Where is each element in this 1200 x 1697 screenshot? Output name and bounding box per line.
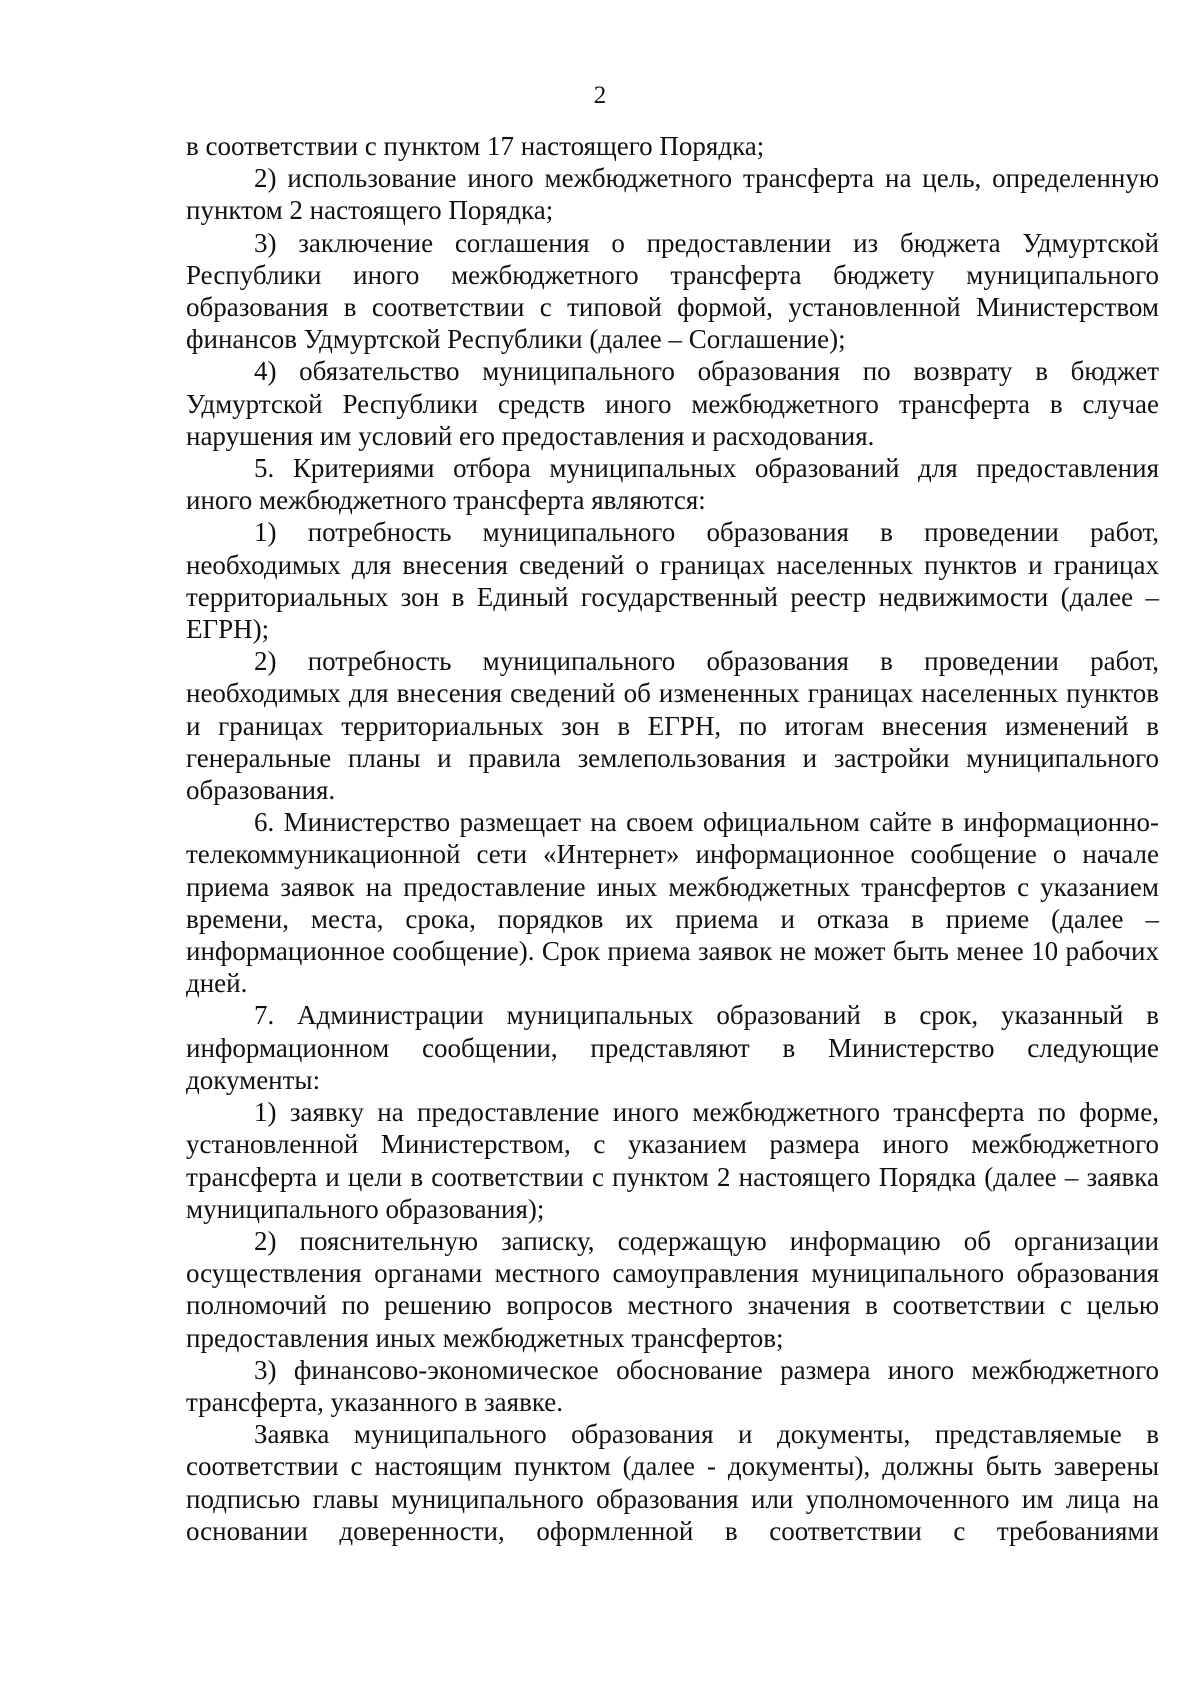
paragraph: 1) заявку на предоставление иного межбюджетного трансферта по форме, установленной Министерством, с указанием размера иного межбюджетного трансферта и цели в соответствии с пунктом 2 настоящего Порядка (далее – заявка муниципального образования); bbox=[186, 1097, 1159, 1224]
paragraph: 2) использование иного межбюджетного трансферта на цель, определенную пунктом 2 настоящего Порядка; bbox=[186, 163, 1159, 226]
paragraph: 3) финансово-экономическое обоснование размера иного межбюджетного трансферта, указанного в заявке. bbox=[186, 1354, 1159, 1417]
paragraph: в соответствии с пунктом 17 настоящего Порядка; bbox=[186, 131, 765, 161]
paragraph: 2) потребность муниципального образования в проведении работ, необходимых для внесения сведений об измененных границах населенных пунктов и границах территориальных зон в ЕГРН, по итогам внесения изменений в генеральные планы и правила землепользования и застройки муниципального образования. bbox=[186, 646, 1159, 806]
paragraph: 1) потребность муниципального образования в проведении работ, необходимых для внесения сведений о границах населенных пунктов и границах территориальных зон в Единый государственный реестр недвижимости (далее – ЕГРН); bbox=[186, 517, 1159, 645]
paragraph: 4) обязательство муниципального образования по возврату в бюджет Удмуртской Республики средств иного межбюджетного трансферта в случае нарушения им условий его предоставления и расходования. bbox=[186, 356, 1159, 451]
paragraph: 7. Администрации муниципальных образований в срок, указанный в информационном сообщении, представляют в Министерство следующие документы: bbox=[186, 1000, 1159, 1095]
paragraph: 5. Критериями отбора муниципальных образований для предоставления иного межбюджетного трансферта являются: bbox=[186, 453, 1159, 516]
paragraph: 6. Министерство размещает на своем официальном сайте в информационно-телекоммуникационной сети «Интернет» информационное сообщение о начале приема заявок на предоставление иных межбюджетных трансфертов с указанием времени, места, срока, порядков их приема и отказа в приеме (далее – информационное сообщение). Срок приема заявок не может быть менее 10 рабочих дней. bbox=[186, 807, 1159, 999]
paragraph: Заявка муниципального образования и документы, представляемые в соответствии с настоящим пунктом (далее - документы), должны быть заверены подписью главы муниципального образования или уполномоченного им лица на основании доверенности, оформленной в соответствии с требованиями bbox=[186, 1419, 1159, 1546]
paragraph: 3) заключение соглашения о предоставлении из бюджета Удмуртской Республики иного межбюджетного трансферта бюджету муниципального образования в соответствии с типовой формой, установленной Министерством финансов Удмуртской Республики (далее – Соглашение); bbox=[186, 227, 1159, 355]
page-number: 2 bbox=[593, 82, 607, 109]
paragraph: 2) пояснительную записку, содержащую информацию об организации осуществления органами местного самоуправления муниципального образования полномочий по решению вопросов местного значения в соответствии с целью предоставления иных межбюджетных трансфертов; bbox=[186, 1225, 1159, 1353]
document-body bbox=[186, 130, 1159, 1547]
